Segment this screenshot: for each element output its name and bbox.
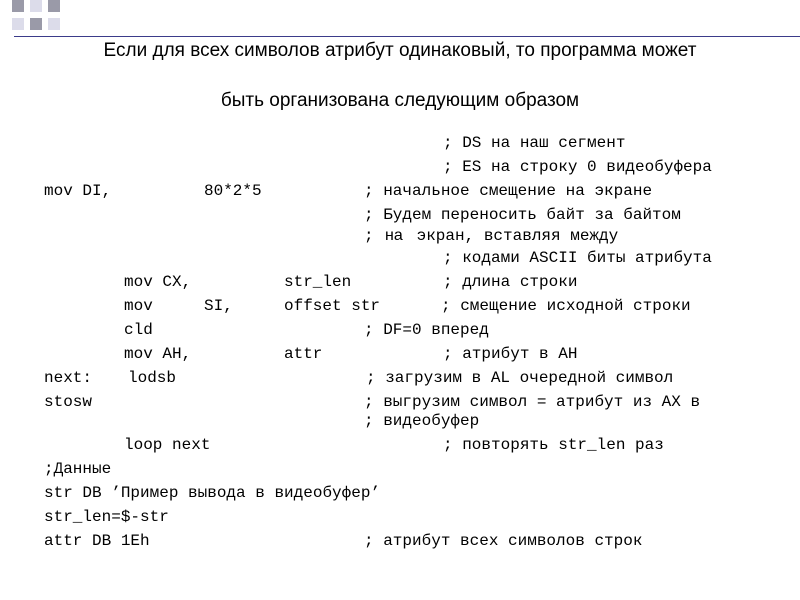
comment: ; повторять str_len раз	[443, 436, 664, 454]
decor-square-3	[48, 0, 60, 12]
decor-square-5	[30, 18, 42, 30]
slide-title-line1: Если для всех символов атрибут одинаковый, то программа может	[103, 40, 697, 61]
comment-prefix: ;	[364, 227, 384, 245]
comment-continuation: ; видеобуфер	[364, 412, 480, 430]
label: next:	[44, 369, 93, 387]
data-definition: attr DB 1Eh	[44, 532, 150, 550]
comment: ; Будем переносить байт за байтом	[364, 206, 681, 224]
comment: ; атрибут в AH	[443, 345, 578, 363]
comment: ;Данные	[44, 460, 112, 478]
data-definition: str DB ’Пример вывода в видеобуфер’	[44, 484, 381, 502]
comment: ; загрузим в AL очередной символ	[366, 369, 674, 387]
comment: ; атрибут всех символов строк	[364, 532, 643, 550]
comment: ; выгрузим символ = атрибут из AX в	[364, 393, 701, 411]
operand: str_len	[284, 273, 352, 291]
comment: ; смещение исходной строки	[441, 297, 691, 315]
instruction: mov AH,	[124, 345, 192, 363]
header-rule	[14, 36, 800, 37]
instruction: loop next	[124, 436, 211, 454]
comment: ; кодами ASCII биты атрибута	[443, 249, 712, 267]
comment: ; длина строки	[443, 273, 578, 291]
instruction: mov	[124, 297, 153, 315]
operand: attr	[284, 345, 323, 363]
operand: offset str	[284, 297, 381, 315]
decor-square-4	[12, 18, 24, 30]
slide-title-line2: быть организована следующим образом	[220, 90, 580, 111]
comment: ; DS на наш сегмент	[443, 134, 626, 152]
comment: ; ES на строку 0 видеобуфера	[443, 158, 712, 176]
instruction: mov DI,	[44, 182, 112, 200]
instruction: cld	[124, 321, 153, 339]
comment: ; начальное смещение на экране	[364, 182, 653, 200]
decor-square-1	[12, 0, 24, 12]
comment: экран, вставляя между	[407, 227, 619, 245]
register: SI,	[204, 297, 233, 315]
comment: ; DF=0 вперед	[364, 321, 489, 339]
operand: 80*2*5	[204, 182, 262, 200]
instruction: stosw	[44, 393, 93, 411]
decor-square-6	[48, 18, 60, 30]
comment-word: на	[385, 227, 403, 244]
instruction: mov CX,	[124, 273, 192, 291]
decor-square-2	[30, 0, 42, 12]
data-definition: str_len=$-str	[44, 508, 169, 526]
instruction: lodsb	[128, 369, 177, 387]
